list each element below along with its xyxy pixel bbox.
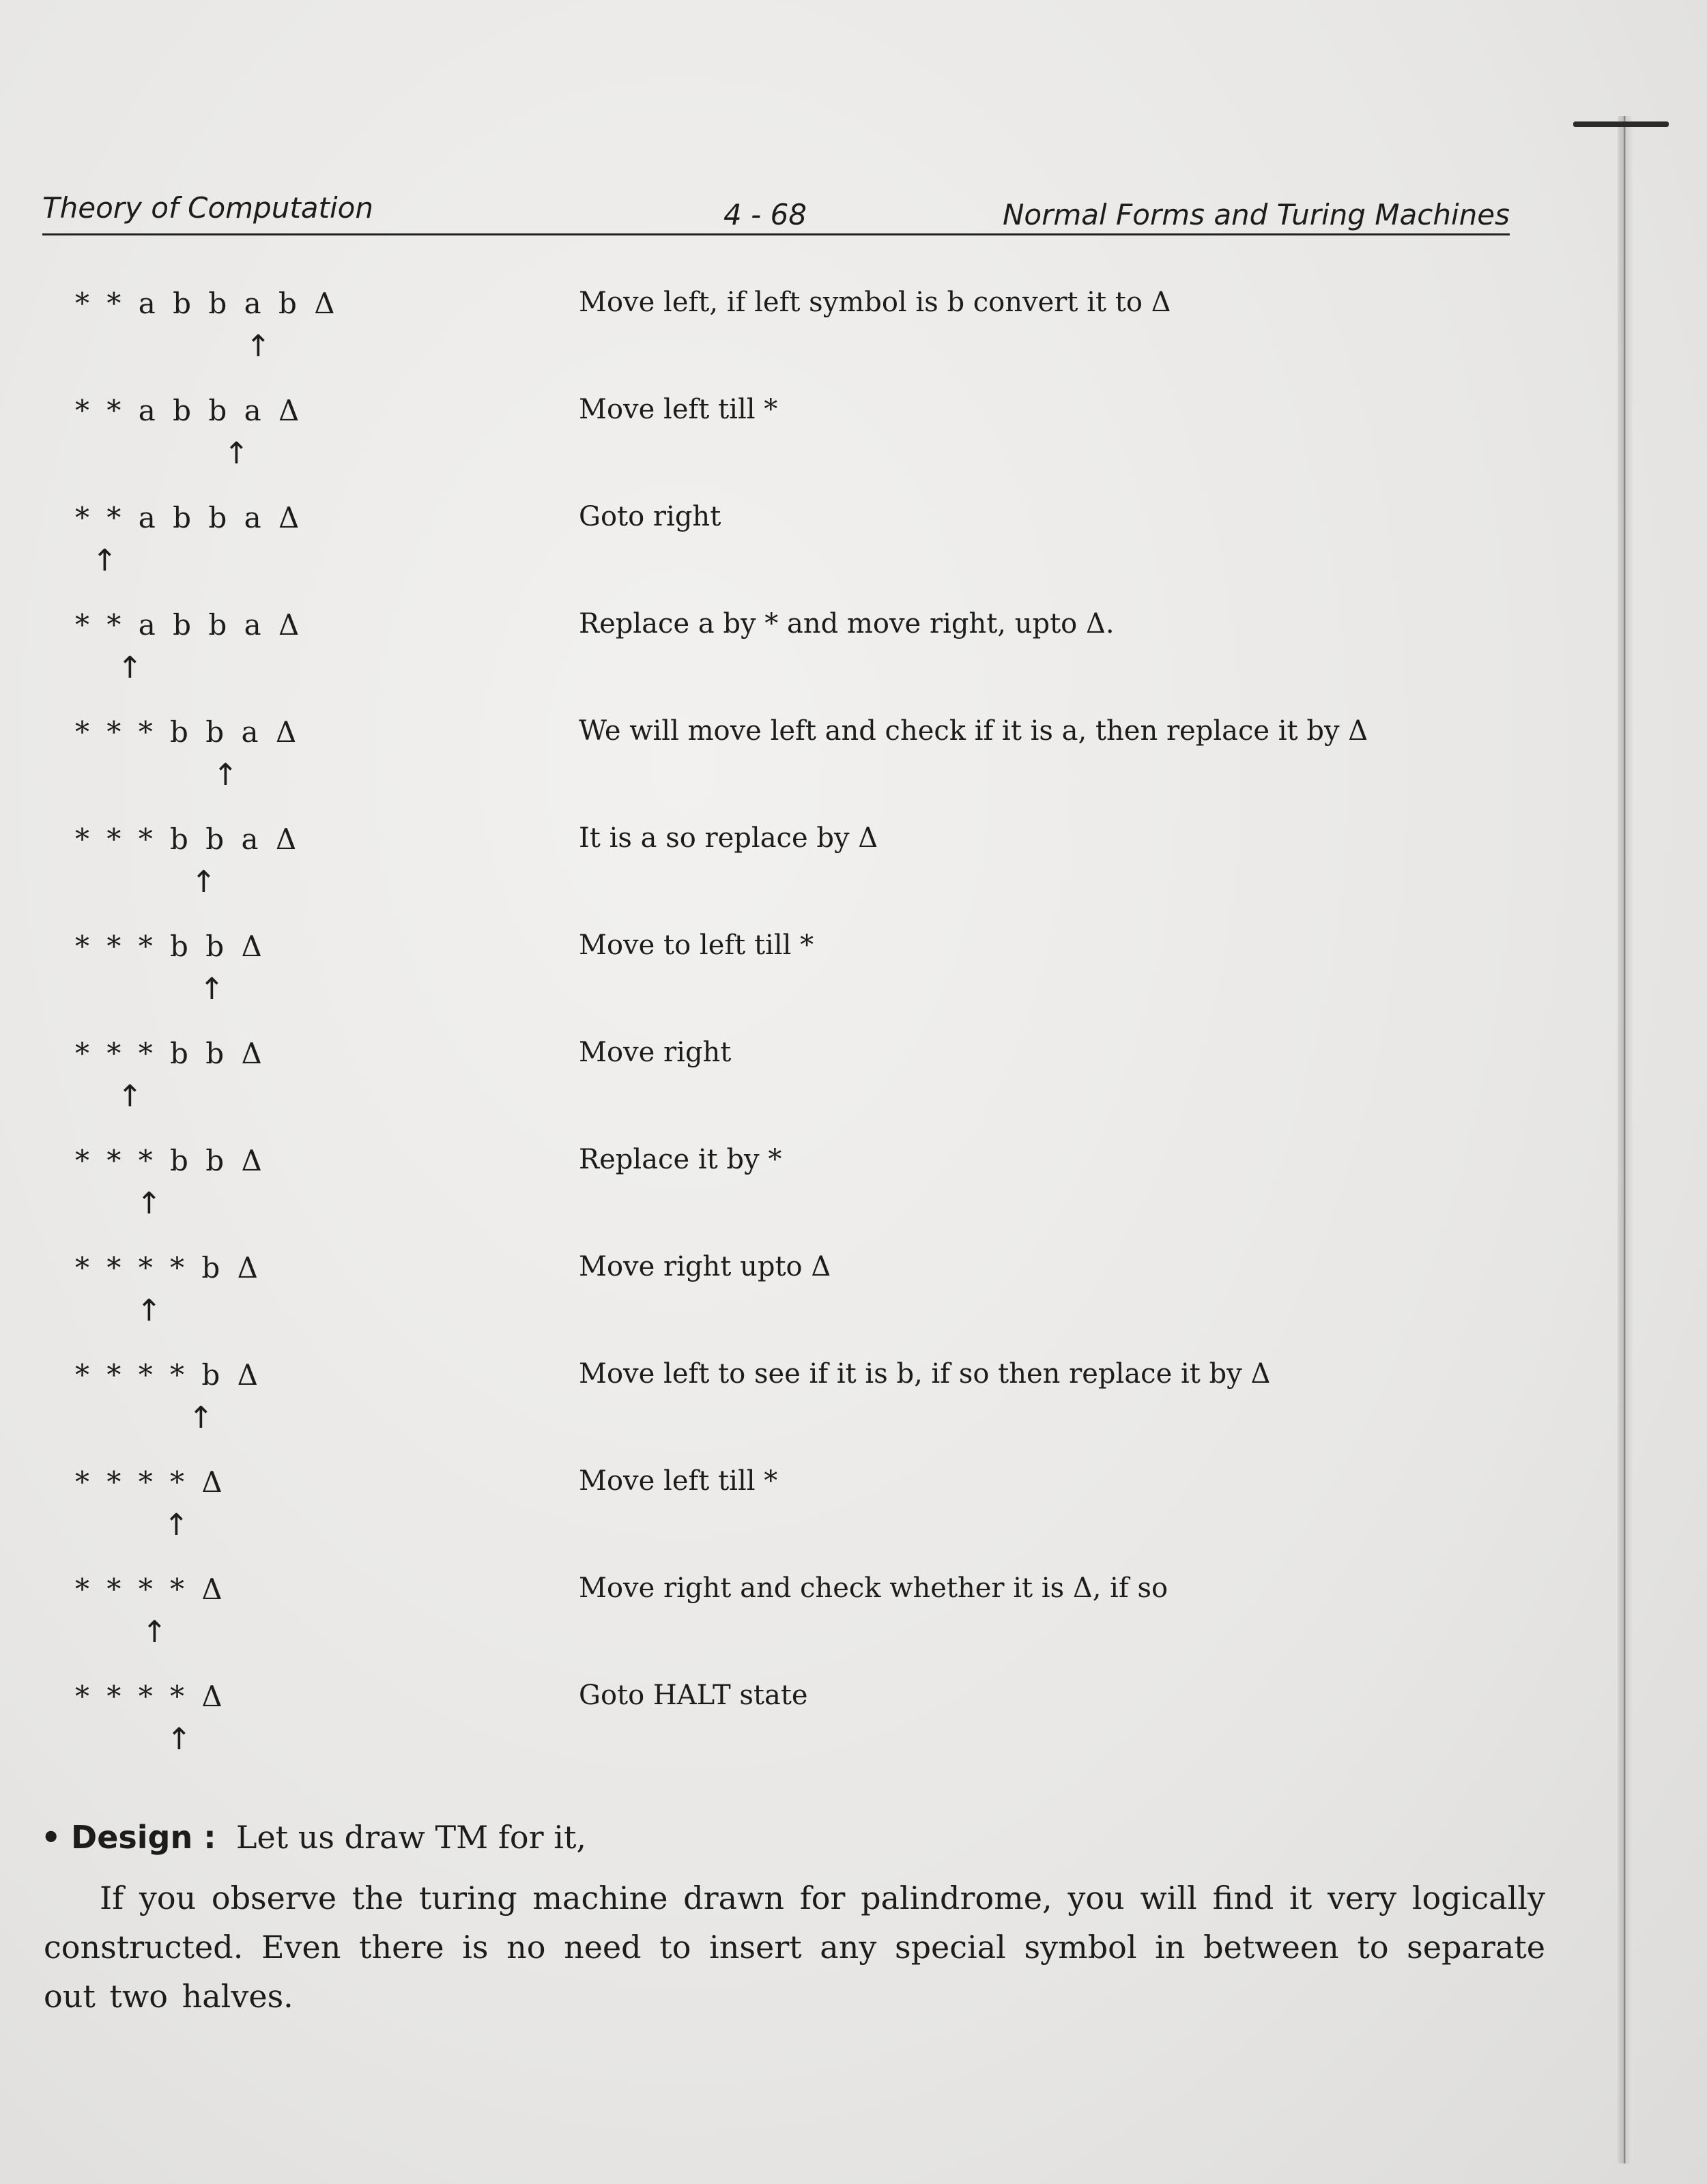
step-description: Move to left till * (579, 930, 814, 961)
tm-trace-list (0, 287, 1707, 1787)
tape-contents: * * * b b Δ (75, 1144, 266, 1177)
tape-contents: * * * * Δ (75, 1680, 227, 1713)
head-arrow-icon: ↑ (117, 650, 143, 685)
trace-step (0, 1144, 1707, 1251)
head-arrow-icon: ↑ (92, 543, 117, 578)
step-description: Goto right (579, 501, 721, 532)
tape-contents: * * * * Δ (75, 1465, 227, 1499)
tape-contents: * * * b b a Δ (75, 822, 301, 856)
tape-contents: * * * * b Δ (75, 1358, 262, 1392)
trace-step (0, 1465, 1707, 1572)
step-description: Goto HALT state (579, 1680, 808, 1711)
book-title: Theory of Computation (42, 191, 373, 225)
head-arrow-icon: ↑ (167, 1722, 192, 1757)
step-description: Move right upto Δ (579, 1251, 831, 1282)
tape-contents: * * a b b a Δ (75, 394, 304, 427)
trace-step (0, 1572, 1707, 1680)
tape-contents: * * a b b a Δ (75, 501, 304, 534)
step-description: Move left, if left symbol is b convert it to Δ (579, 287, 1171, 318)
chapter-title: Normal Forms and Turing Machines (1003, 198, 1510, 231)
head-arrow-icon: ↑ (224, 436, 249, 471)
trace-step (0, 1251, 1707, 1358)
trace-step (0, 715, 1707, 822)
trace-step (0, 1358, 1707, 1465)
trace-step (0, 394, 1707, 501)
step-description: Move left till * (579, 394, 778, 425)
trace-step (0, 822, 1707, 930)
step-description: Move right (579, 1037, 732, 1068)
step-description: Replace a by * and move right, upto Δ. (579, 608, 1115, 640)
head-arrow-icon: ↑ (142, 1615, 167, 1650)
trace-step (0, 1037, 1707, 1144)
tape-contents: * * * b b Δ (75, 930, 266, 963)
head-arrow-icon: ↑ (199, 972, 225, 1007)
trace-step (0, 501, 1707, 608)
step-description: It is a so replace by Δ (579, 822, 878, 854)
head-arrow-icon: ↑ (137, 1293, 162, 1328)
design-text: Let us draw TM for it, (235, 1819, 587, 1856)
design-label: Design : (71, 1819, 216, 1856)
tape-contents: * * * b b a Δ (75, 715, 301, 749)
design-heading (41, 1819, 586, 1856)
head-arrow-icon: ↑ (246, 329, 271, 364)
head-arrow-icon: ↑ (188, 1400, 214, 1435)
tape-contents: * * * * Δ (75, 1572, 227, 1606)
header-rule (42, 233, 1510, 235)
head-arrow-icon: ↑ (137, 1186, 162, 1221)
head-arrow-icon: ↑ (117, 1079, 143, 1114)
tape-contents: * * a b b a b Δ (75, 287, 339, 320)
step-description: We will move left and check if it is a, then replace it by Δ (579, 715, 1368, 747)
step-description: Replace it by * (579, 1144, 782, 1175)
tape-contents: * * * * b Δ (75, 1251, 262, 1284)
head-arrow-icon: ↑ (213, 758, 238, 792)
binding-clip (1573, 121, 1669, 127)
bullet-icon: • (41, 1819, 61, 1856)
tape-contents: * * * b b Δ (75, 1037, 266, 1070)
body-paragraph: If you observe the turing machine drawn for palindrome, you will find it very logically constructed. Even there is no need to insert any special symbol in between to separate out two halves. (44, 1880, 1545, 2015)
head-arrow-icon: ↑ (164, 1508, 189, 1542)
trace-step (0, 287, 1707, 394)
trace-step (0, 608, 1707, 715)
trace-step (0, 1680, 1707, 1787)
step-description: Move right and check whether it is Δ, if so (579, 1572, 1168, 1604)
step-description: Move left to see if it is b, if so then replace it by Δ (579, 1358, 1271, 1390)
page-header (42, 184, 1510, 232)
trace-step (0, 930, 1707, 1037)
page-number: 4 - 68 (723, 198, 807, 231)
head-arrow-icon: ↑ (191, 865, 216, 900)
step-description: Move left till * (579, 1465, 778, 1497)
tape-contents: * * a b b a Δ (75, 608, 304, 642)
